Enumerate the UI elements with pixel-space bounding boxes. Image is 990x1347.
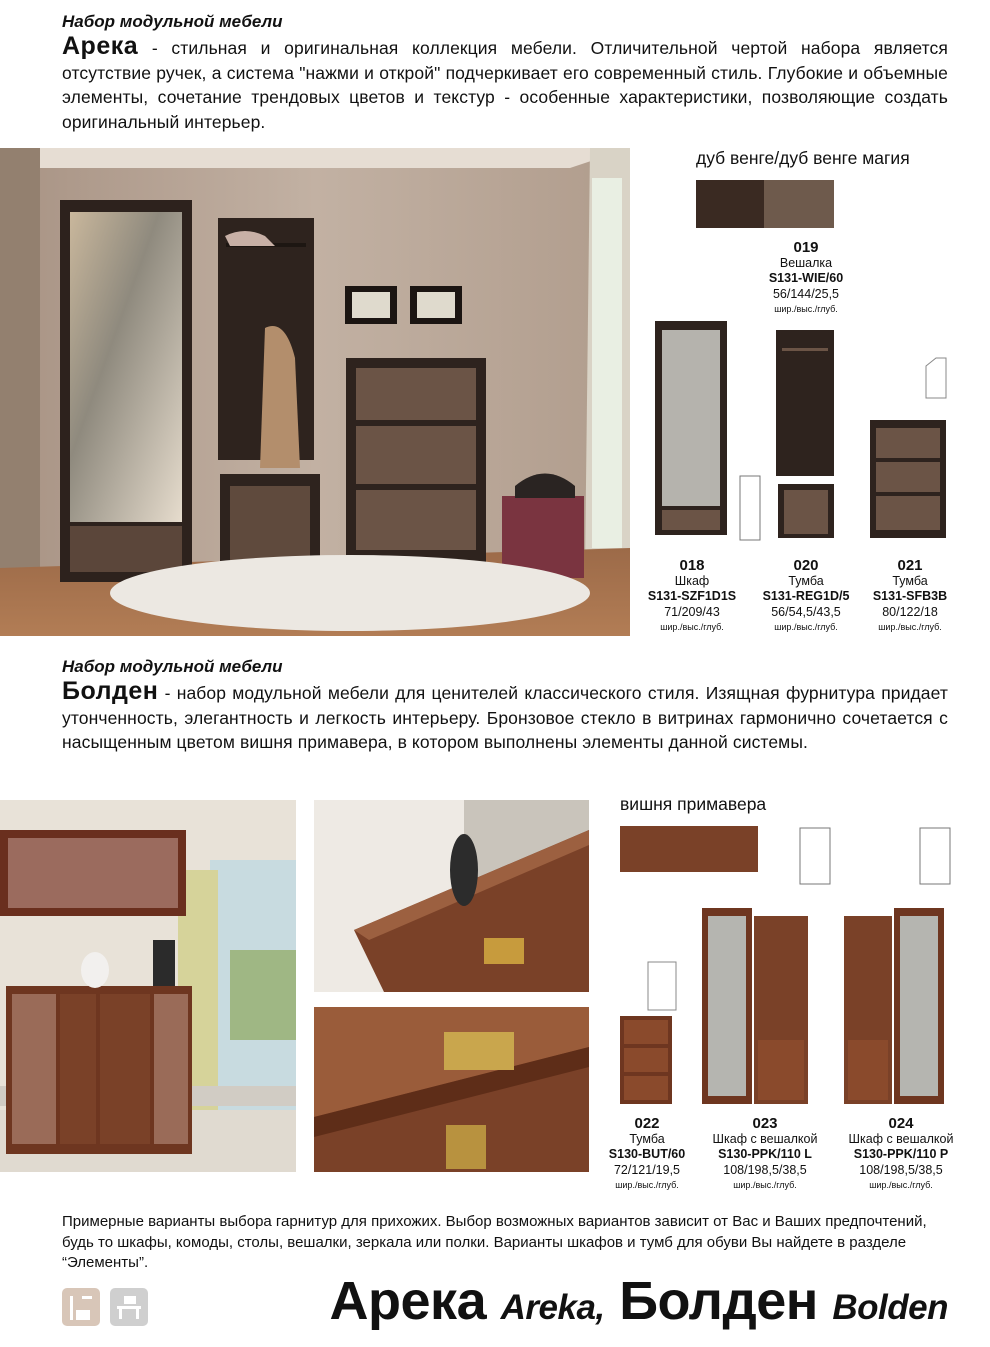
item-024-caption: 024 Шкаф с вешалкой S130-PPK/110 P 108/198,5/38,5 шир./выс./глуб. xyxy=(848,1115,954,1190)
bolden-detail-photo-1 xyxy=(314,800,589,992)
bolden-product-drawings xyxy=(600,820,970,1110)
section1-finish-label: дуб венге/дуб венге магия xyxy=(696,148,910,168)
wenge-swatch xyxy=(696,180,764,228)
areka-product-drawings xyxy=(650,318,960,558)
wenge-magic-swatch xyxy=(764,180,834,228)
item-022-caption: 022 Тумба S130-BUT/60 72/121/19,5 шир./выс./глуб. xyxy=(608,1115,686,1190)
item-021-caption: 021 Тумба S131-SFB3B 80/122/18 шир./выс./глуб. xyxy=(872,557,948,632)
hallway-icon xyxy=(62,1288,100,1326)
section2-description: Болден - набор модульной мебели для ценителей классического стиля. Изящная фурнитура придает утонченность, элегантность и легкость интерьеру. Бронзовое стекло в витринах гармонично сочетается с насыщенным цветом вишня примавера, в котором выполнены элементы данной системы. xyxy=(62,677,948,752)
section2-brand: Болден xyxy=(62,677,159,705)
section2-subtitle: Набор модульной мебели xyxy=(62,657,283,676)
item-023-caption: 023 Шкаф с вешалкой S130-PPK/110 L 108/198,5/38,5 шир./выс./глуб. xyxy=(712,1115,818,1190)
bolden-detail-photo-2 xyxy=(314,1007,589,1172)
item-018-caption: 018 Шкаф S131-SZF1D1S 71/209/43 шир./выс./глуб. xyxy=(647,557,737,632)
areka-hallway-photo xyxy=(0,148,630,636)
section1-subtitle: Набор модульной мебели xyxy=(62,12,283,31)
footer-title: Арека Areka, Болден Bolden xyxy=(329,1271,948,1331)
footer-note: Примерные варианты выбора гарнитур для прихожих. Выбор возможных вариантов зависит от Вас и Ваших предпочтений, будь то шкафы, комоды, столы, вешалки, зеркала или полки. Варианты шкафов и тумб для обуви Вы найдете в разделе “Элементы”. xyxy=(62,1213,927,1271)
section1-description: Арека - стильная и оригинальная коллекция мебели. Отличительной чертой набора является отсутствие ручек, а система "нажми и открой" подчеркивает его современный стиль. Глубокие и объемные элементы, сочетание трендовых цветов и текстур - особенные характеристики, позволяющие создать оригинальный интерьер. xyxy=(62,32,948,132)
item-020-caption: 020 Тумба S131-REG1D/5 56/54,5/43,5 шир./выс./глуб. xyxy=(762,557,850,632)
bolden-room-photo xyxy=(0,800,296,1172)
office-icon xyxy=(110,1288,148,1326)
section1-brand: Арека xyxy=(62,32,139,60)
item-019-caption: 019 Вешалка S131-WIE/60 56/144/25,5 шир./выс./глуб. xyxy=(768,239,844,314)
section2-finish-label: вишня примавера xyxy=(620,794,767,814)
